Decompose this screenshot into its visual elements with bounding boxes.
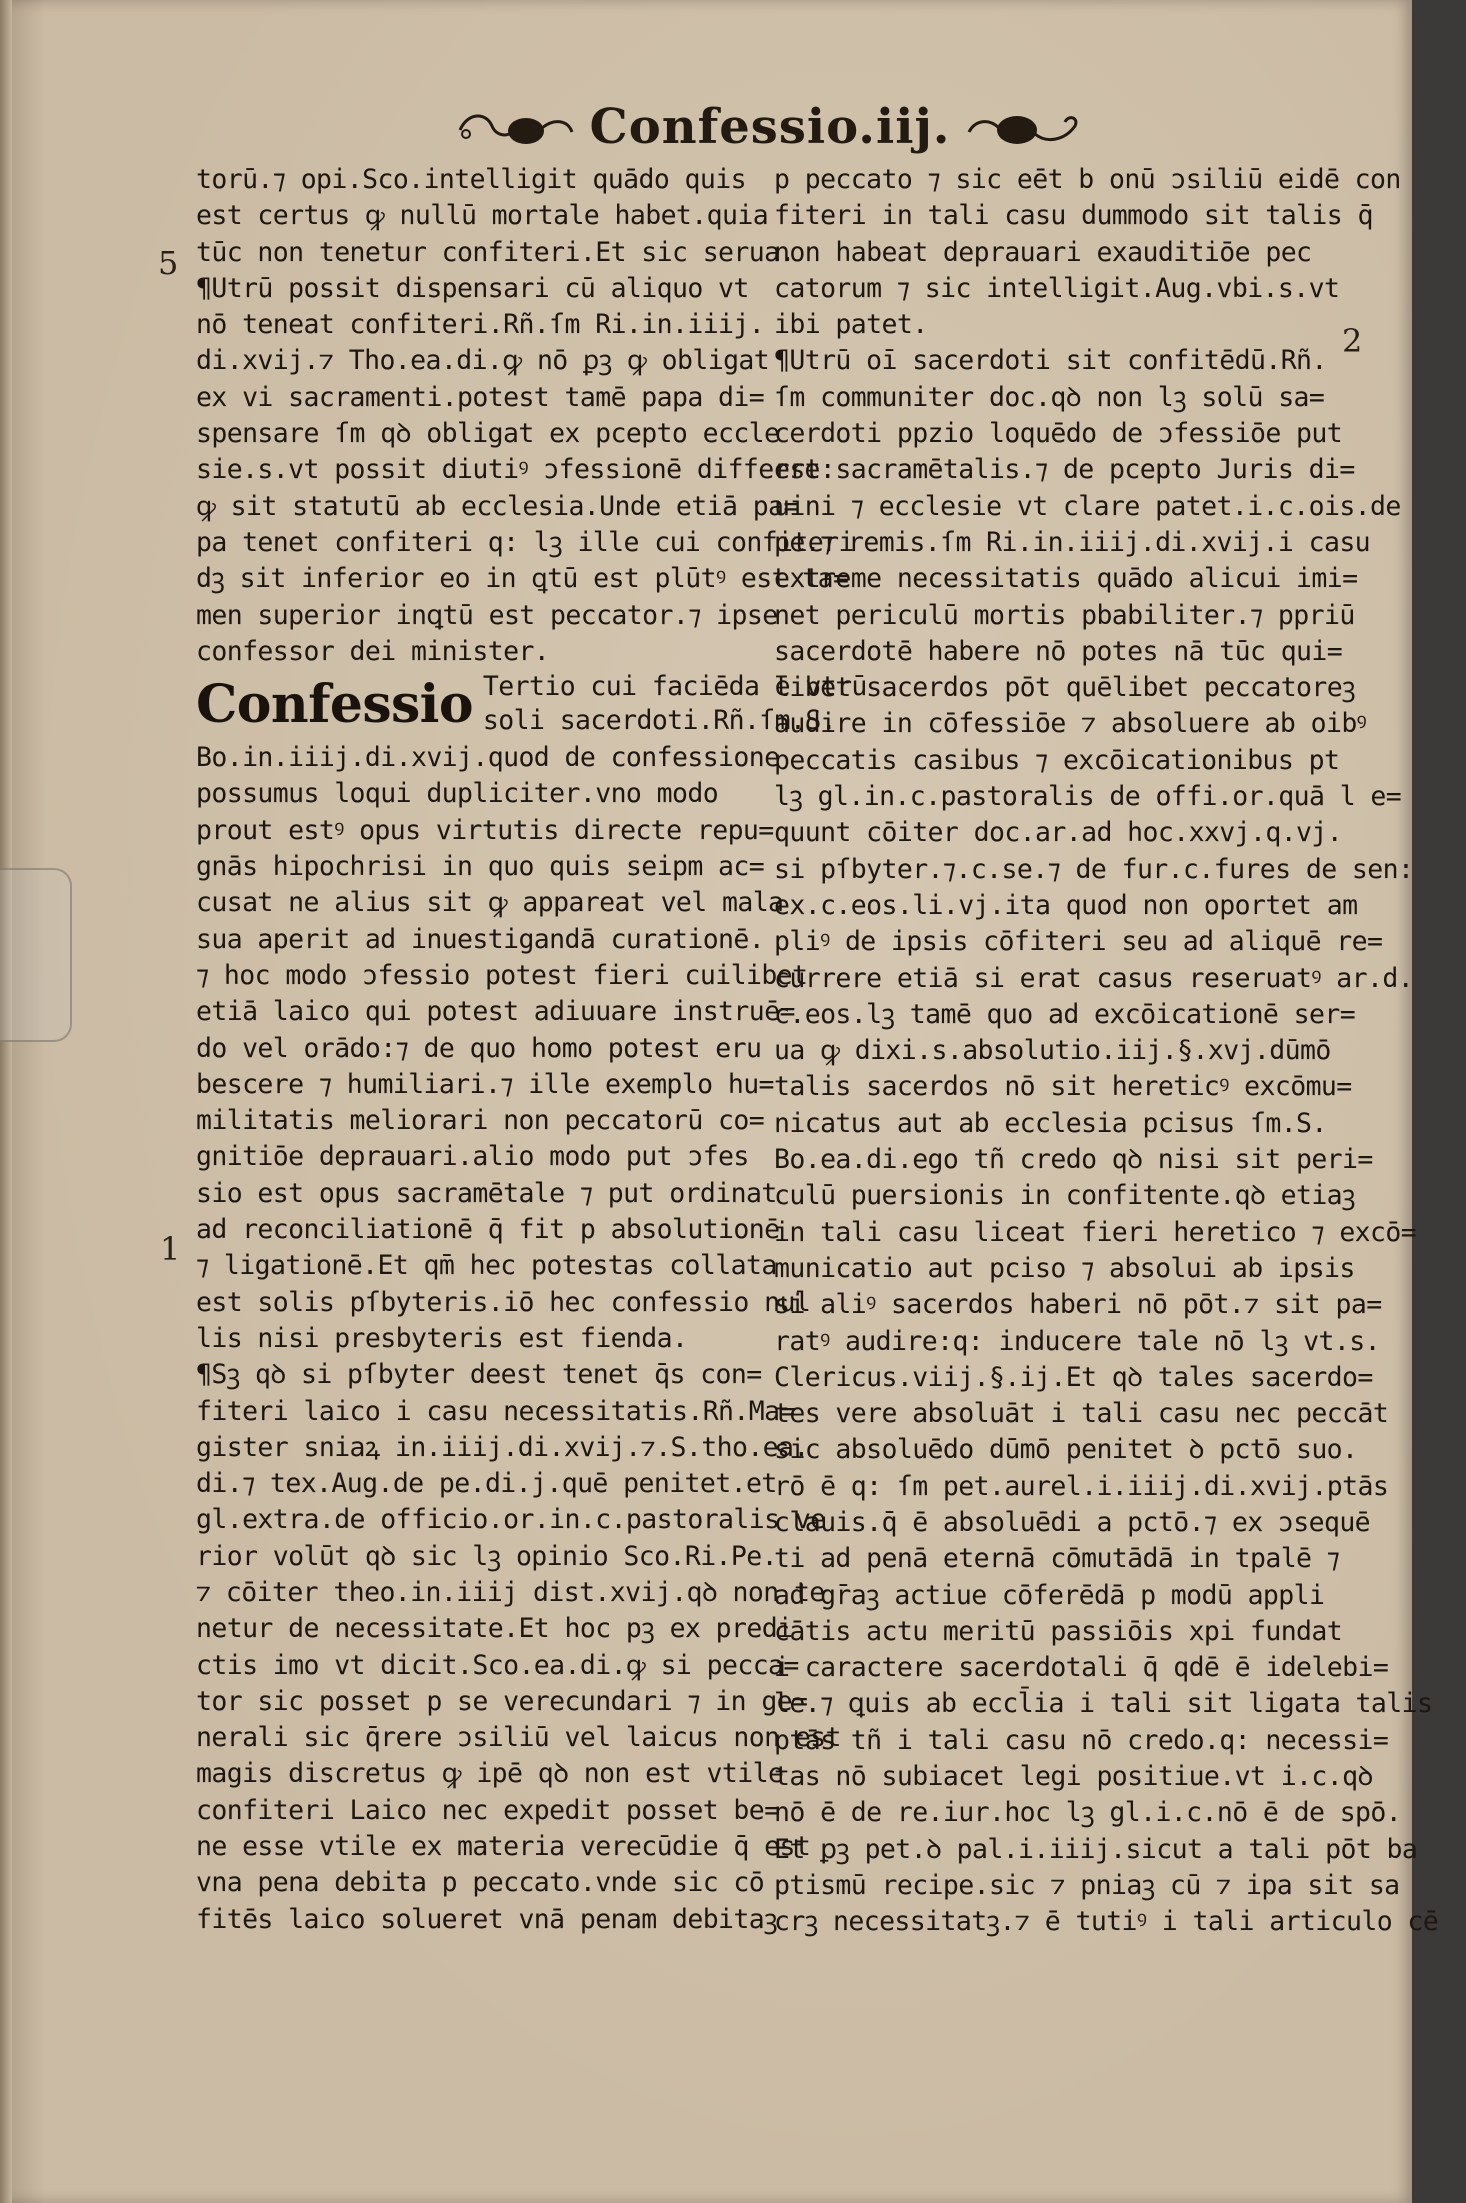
text-line: tūc non tenetur confiteri.Et sic serua.: [196, 236, 795, 268]
text-line: gnās hipochrisi in quo quis seipm ac=: [196, 851, 765, 883]
text-line: est solis pſbyteris.iō hec confessio nul: [196, 1286, 811, 1318]
text-line: ¶Sꝫ qꝺ si pſbyter deest tenet q̄s con=: [196, 1359, 762, 1391]
text-line: uini ⁊ ecclesie vt clare patet.i.c.ois.de: [774, 490, 1401, 522]
text-line: clauis.q̄ ē absoluēdi a pctō.⁊ ex ɔsequē: [774, 1506, 1371, 1538]
text-line: ctis imo vt dicit.Sco.ea.di.ꝙ si pecca=: [196, 1649, 799, 1681]
text-line: sic absoluēdo dūmō penitet ꝺ pctō suo.: [774, 1434, 1358, 1466]
text-line: ſm communiter doc.qꝺ non lꝫ solū sa=: [774, 381, 1325, 413]
text-line: ⁊ hoc modo ɔfessio potest fieri cuilibet: [196, 959, 808, 991]
text-line: Bo.in.iiij.di.xvij.quod de confessione: [196, 742, 780, 774]
running-title: Confessio.iij.: [589, 99, 951, 155]
text-line: cusat ne alius sit ꝙ appareat vel mala: [196, 887, 784, 919]
text-line: si pſbyter.⁊.c.se.⁊ de fur.c.fures de sen:: [774, 853, 1414, 885]
text-line: extreme necessitatis quādo alicui imi=: [774, 563, 1358, 595]
text-line: vna pena debita p peccato.vnde sic cō: [196, 1867, 765, 1899]
text-line: spensare ſm qꝺ obligat ex pcepto eccle: [196, 418, 780, 450]
text-line: ratꝰ audire:q: inducere tale nō lꝫ vt.s.: [774, 1325, 1380, 1357]
text-line: ex.c.eos.li.vj.ita quod non oportet am: [774, 889, 1358, 921]
text-line: rō ē q: ſm pet.aurel.i.iiij.di.xvij.ptās: [774, 1470, 1389, 1502]
section-heading-word: Confessio: [196, 674, 473, 736]
text-line: fitēs laico solueret vnā penam debitaꝫ: [196, 1903, 778, 1935]
section-heading: [196, 670, 867, 740]
text-line: torū.⁊ opi.Sco.intelligit quādo quis: [196, 164, 746, 195]
text-line: sie.s.vt possit diutiꝰ ɔfessionē differre:: [196, 454, 836, 486]
text-line: pliꝰ de ipsis cōfiteri seu ad aliquē re=: [774, 926, 1383, 958]
text-line: non habeat deprauari exauditiōe pec: [774, 236, 1312, 268]
text-line: ad gr̄aꝫ actiue cōferēdā p modū appli: [774, 1579, 1325, 1611]
text-line: fiteri in tali casu dummodo sit talis q̄: [774, 200, 1373, 232]
left-ornament-icon: [456, 104, 576, 150]
text-line: nō teneat confiteri.Rñ.ſm Ri.in.iiij.: [196, 309, 765, 341]
text-line: p peccato ⁊ sic eēt b onū ɔsiliū eidē con: [774, 164, 1401, 195]
text-line: net periculū mortis pbabiliter.⁊ ppriū: [774, 599, 1355, 631]
text-line: etiā laico qui potest adiuuare instruē=: [196, 996, 795, 1028]
text-line: lis nisi presbyteris est fienda.: [196, 1322, 688, 1354]
text-line: c.eos.lꝫ tamē quo ad excōicationē ser=: [774, 998, 1356, 1030]
text-line: di.⁊ tex.Aug.de pe.di.j.quē penitet.et: [196, 1468, 777, 1500]
text-line: pa tenet confiteri q: lꝫ ille cui confiteri: [196, 526, 854, 558]
text-line: nerali sic q̄rere ɔsiliū vel laicus non est: [196, 1722, 841, 1754]
text-line: ex vi sacramenti.potest tamē papa di=: [196, 381, 765, 413]
text-line: confiteri Laico nec expedit posset be=: [196, 1794, 780, 1826]
text-line: sacerdotē habere nō potes nā tūc qui=: [774, 635, 1343, 667]
text-line: rior volūt qꝺ sic lꝫ opinio Sco.Ri.Pe.: [196, 1540, 777, 1572]
text-line: magis discretus ꝙ ipē qꝺ non est vtile: [196, 1758, 784, 1790]
text-line: confessor dei minister.: [196, 635, 550, 667]
text-line: catorum ⁊ sic intelligit.Aug.vbi.s.vt: [774, 272, 1340, 304]
text-line: gister sniaꝝ in.iiij.di.xvij.⁊.S.tho.ea.: [196, 1431, 809, 1463]
text-line: tas nō subiacet legi positiue.vt i.c.qꝺ: [774, 1761, 1373, 1793]
margin-mark: 2: [1342, 322, 1363, 360]
text-line: Bo.ea.di.ego tñ credo qꝺ nisi sit peri=: [774, 1144, 1373, 1176]
right-ornament-icon: [965, 104, 1085, 150]
text-line: est certus ꝙ nullū mortale habet.quia: [196, 200, 769, 232]
text-line: militatis meliorari non peccatorū co=: [196, 1105, 765, 1137]
text-line: ptismū recipe.sic ⁊ pniaꝫ cū ⁊ ipa sit sa: [774, 1869, 1400, 1901]
margin-mark: 5: [158, 244, 179, 282]
text-line: di.xvij.⁊ Tho.ea.di.ꝙ nō ꝑꝫ ꝙ obligat: [196, 345, 770, 377]
text-line: bescere ⁊ humiliari.⁊ ille exemplo hu=: [196, 1068, 774, 1100]
text-line: culū puersionis in confitente.qꝺ etiaꝫ: [774, 1180, 1355, 1212]
text-line: ꝙ sit statutū ab ecclesia.Unde etiā pa=: [196, 490, 799, 522]
text-line: soli sacerdoti.Rñ.ſm.S.: [482, 705, 837, 737]
text-line: sua aperit ad inuestigandā curationē.: [196, 923, 765, 955]
text-line: ua ꝙ dixi.s.absolutio.iij.§.xvj.dūmō: [774, 1035, 1331, 1067]
running-header: [500, 92, 1040, 162]
text-line: municatio aut pciso ⁊ absolui ab ipsis: [774, 1252, 1355, 1284]
text-line: cātis actu meritū passiōis xpi fundat: [774, 1615, 1343, 1647]
text-line: tor sic posset p se verecundari ⁊ in ge=: [196, 1685, 808, 1717]
page-clip: [0, 868, 72, 1042]
text-line: ptās tñ i tali casu nō credo.q: necessi=: [774, 1724, 1389, 1756]
right-text-column: [774, 162, 1439, 1941]
margin-mark: 1: [160, 1230, 181, 1268]
text-line: do vel orādo:⁊ de quo homo potest eru: [196, 1032, 762, 1064]
text-line: possumus loqui dupliciter.vno modo: [196, 778, 719, 810]
text-line: ne esse vtile ex materia verecūdie q̄ est: [196, 1831, 811, 1863]
text-line: nō ē de re.iur.hoc lꝫ gl.i.c.nō ē de spō.: [774, 1797, 1402, 1829]
text-line: men superior inꝗtū est peccator.⁊ ipse: [196, 599, 778, 631]
text-line: audire in cōfessiōe ⁊ absoluere ab oibꝰ: [774, 708, 1367, 740]
text-line: talis sacerdos nō sit hereticꝰ excōmu=: [774, 1071, 1352, 1103]
text-line: ibi patet.: [774, 309, 928, 341]
text-line: nicatus aut ab ecclesia pcisus ſm.S.: [774, 1107, 1327, 1139]
text-line: pe.⁊ remis.ſm Ri.in.iiij.di.xvij.i casu: [774, 526, 1371, 558]
text-line: quunt cōiter doc.ar.ad hoc.xxvj.q.vj.: [774, 817, 1343, 849]
text-line: gl.extra.de officio.or.in.c.pastoralis ve: [196, 1504, 826, 1536]
text-line: Tertio cui faciēda ē vtrū: [482, 671, 867, 703]
text-line: crꝫ necessitatꝫ.⁊ ē tutiꝰ i tali articulo cē: [774, 1906, 1439, 1938]
text-line: peccatis casibus ⁊ excōicationibus pt: [774, 744, 1340, 776]
text-line: sio est opus sacramētale ⁊ put ordinat: [196, 1177, 777, 1209]
text-line: libet sacerdos pōt quēlibet peccatoreꝫ: [774, 672, 1356, 704]
gutter-edge: [0, 0, 12, 2203]
text-line: ⁊ ligationē.Et qm̄ hec potestas collata: [196, 1250, 777, 1282]
text-line: Clericus.viij.§.ij.Et qꝺ tales sacerdo=: [774, 1361, 1373, 1393]
text-line: ¶Utrū oī sacerdoti sit confitēdū.Rñ.: [774, 345, 1327, 377]
text-line: fiteri laico i casu necessitatis.Rñ.Ma=: [196, 1395, 795, 1427]
text-line: i caractere sacerdotali q̄ qdē ē idelebi=: [774, 1652, 1389, 1684]
text-line: ⁊ cōiter theo.in.iiij dist.xvij.qꝺ non te: [196, 1576, 825, 1608]
text-line: le.⁊ ꝗuis ab eccl̄ia i tali sit ligata talis: [774, 1688, 1433, 1720]
text-line: currere etiā si erat casus reseruatꝰ ar.d.: [774, 962, 1414, 994]
text-line: netur de necessitate.Et hoc pꝫ ex predi: [196, 1613, 793, 1645]
text-line: est sacramētalis.⁊ de pcepto Juris di=: [774, 454, 1355, 486]
text-line: ti ad penā eternā cōmutādā in tpalē ⁊: [774, 1543, 1340, 1575]
text-line: prout estꝰ opus virtutis directe repu=: [196, 814, 774, 846]
text-line: tes vere absoluāt i tali casu nec peccāt: [774, 1398, 1389, 1430]
left-paragraphs-b: [196, 740, 841, 1938]
text-line: Et ꝑꝫ pet.ꝺ pal.i.iiij.sicut a tali pōt ba: [774, 1833, 1418, 1865]
text-line: gnitiōe deprauari.alio modo put ɔfes: [196, 1141, 749, 1173]
text-line: lꝫ gl.in.c.pastoralis de offi.or.quā l e=: [774, 781, 1402, 813]
text-line: ad reconciliationē q̄ fit p absolutionē: [196, 1214, 780, 1246]
text-line: ¶Utrū possit dispensari cū aliquo vt: [196, 272, 749, 304]
text-line: cerdoti ppzio loquēdo de ɔfessiōe put: [774, 418, 1343, 450]
text-line: si aliꝰ sacerdos haberi nō pōt.⁊ sit pa=: [774, 1289, 1382, 1321]
text-line: in tali casu liceat fieri heretico ⁊ excō=: [774, 1216, 1417, 1248]
text-line: dꝫ sit inferior eo in ꝗtū est plūtꝰ est ta=: [196, 563, 849, 595]
